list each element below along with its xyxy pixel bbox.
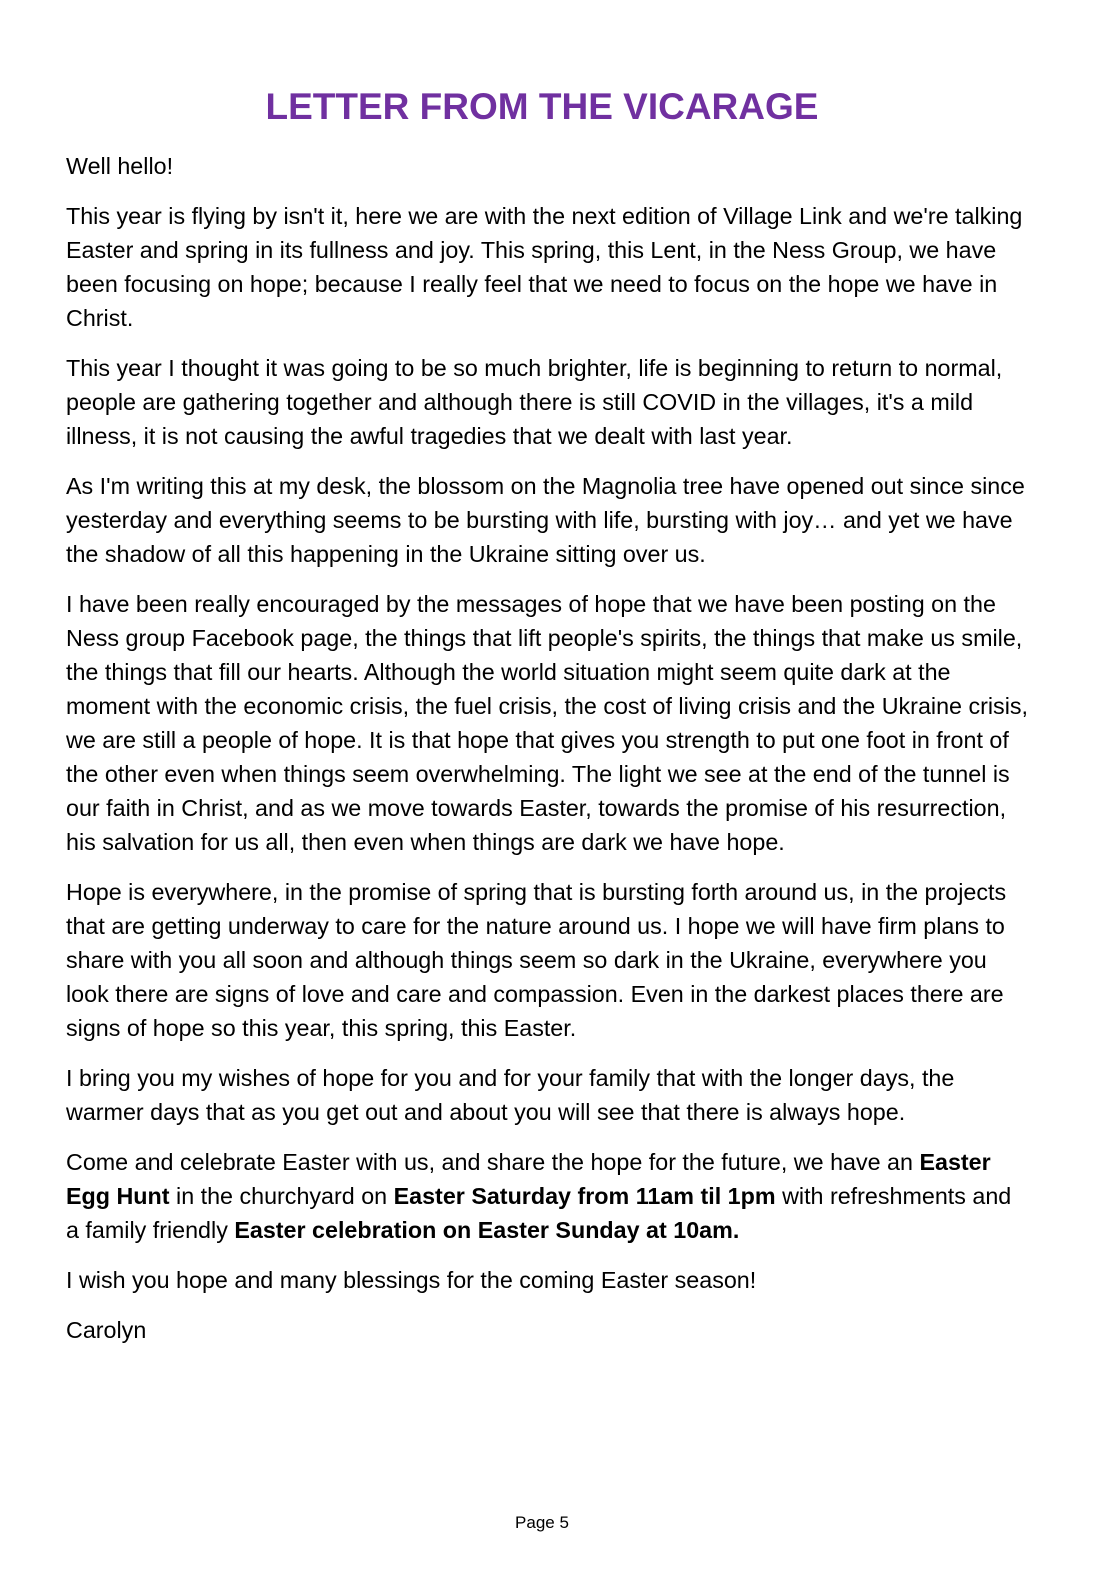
paragraph-1: This year is flying by isn't it, here we are with the next edition of Village Link and we're talking Easter and spring in its fullness and joy. This spring, this Lent, in the Ness Group, we have been focusing on hope; because I really feel that we need to focus on the hope we have in Christ. — [66, 203, 1023, 331]
egg-hunt-label: Easter Egg Hunt — [66, 1149, 991, 1209]
signature: Carolyn — [66, 1317, 147, 1343]
letter-body — [66, 149, 1030, 1363]
page-number: Page 5 — [515, 1513, 569, 1532]
paragraph-5: Hope is everywhere, in the promise of spring that is bursting forth around us, in the projects that are getting underway to care for the nature around us. I hope we will have firm plans to share with you all soon and although things seem so dark in the Ukraine, everywhere you look there are signs of love and care and compassion. Even in the darkest places there are signs of hope so this year, this spring, this Easter. — [66, 879, 1007, 1041]
page-title: LETTER FROM THE VICARAGE — [265, 86, 819, 127]
paragraph-3: As I'm writing this at my desk, the blossom on the Magnolia tree have opened out since since yesterday and everything seems to be bursting with life, bursting with joy… and yet we have the shadow of all this happening in the Ukraine sitting over us. — [66, 473, 1025, 567]
events-refreshments: with refreshments and a family friendly — [66, 1183, 1012, 1243]
greeting: Well hello! — [66, 153, 174, 179]
events-location: in the churchyard on — [176, 1183, 388, 1209]
paragraph-4: I have been really encouraged by the messages of hope that we have been posting on the Ness group Facebook page, the things that lift people's spirits, the things that make us smile, the things that fill our hearts. Although the world situation might seem quite dark at the moment with the economic crisis, the fuel crisis, the cost of living crisis and the Ukraine crisis, we are still a people of hope. It is that hope that gives you strength to put one foot in front of the other even when things seem overwhelming. The light we see at the end of the tunnel is our faith in Christ, and as we move towards Easter, towards the promise of his resurrection, his salvation for us all, then even when things are dark we have hope. — [66, 591, 1028, 855]
events-paragraph — [66, 1145, 1030, 1247]
paragraph-2: This year I thought it was going to be so much brighter, life is beginning to return to normal, people are gathering together and although there is still COVID in the villages, it's a mild illness, it is not causing the awful tragedies that we dealt with last year. — [66, 355, 1003, 449]
paragraph-6: I bring you my wishes of hope for you and for your family that with the longer days, the warmer days that as you get out and about you will see that there is always hope. — [66, 1065, 955, 1125]
saturday-event: Easter Saturday from 11am til 1pm — [393, 1183, 776, 1209]
events-intro: Come and celebrate Easter with us, and share the hope for the future, we have an — [66, 1149, 913, 1175]
sunday-event: Easter celebration on Easter Sunday at 10am. — [234, 1217, 740, 1243]
closing: I wish you hope and many blessings for the coming Easter season! — [66, 1267, 757, 1293]
